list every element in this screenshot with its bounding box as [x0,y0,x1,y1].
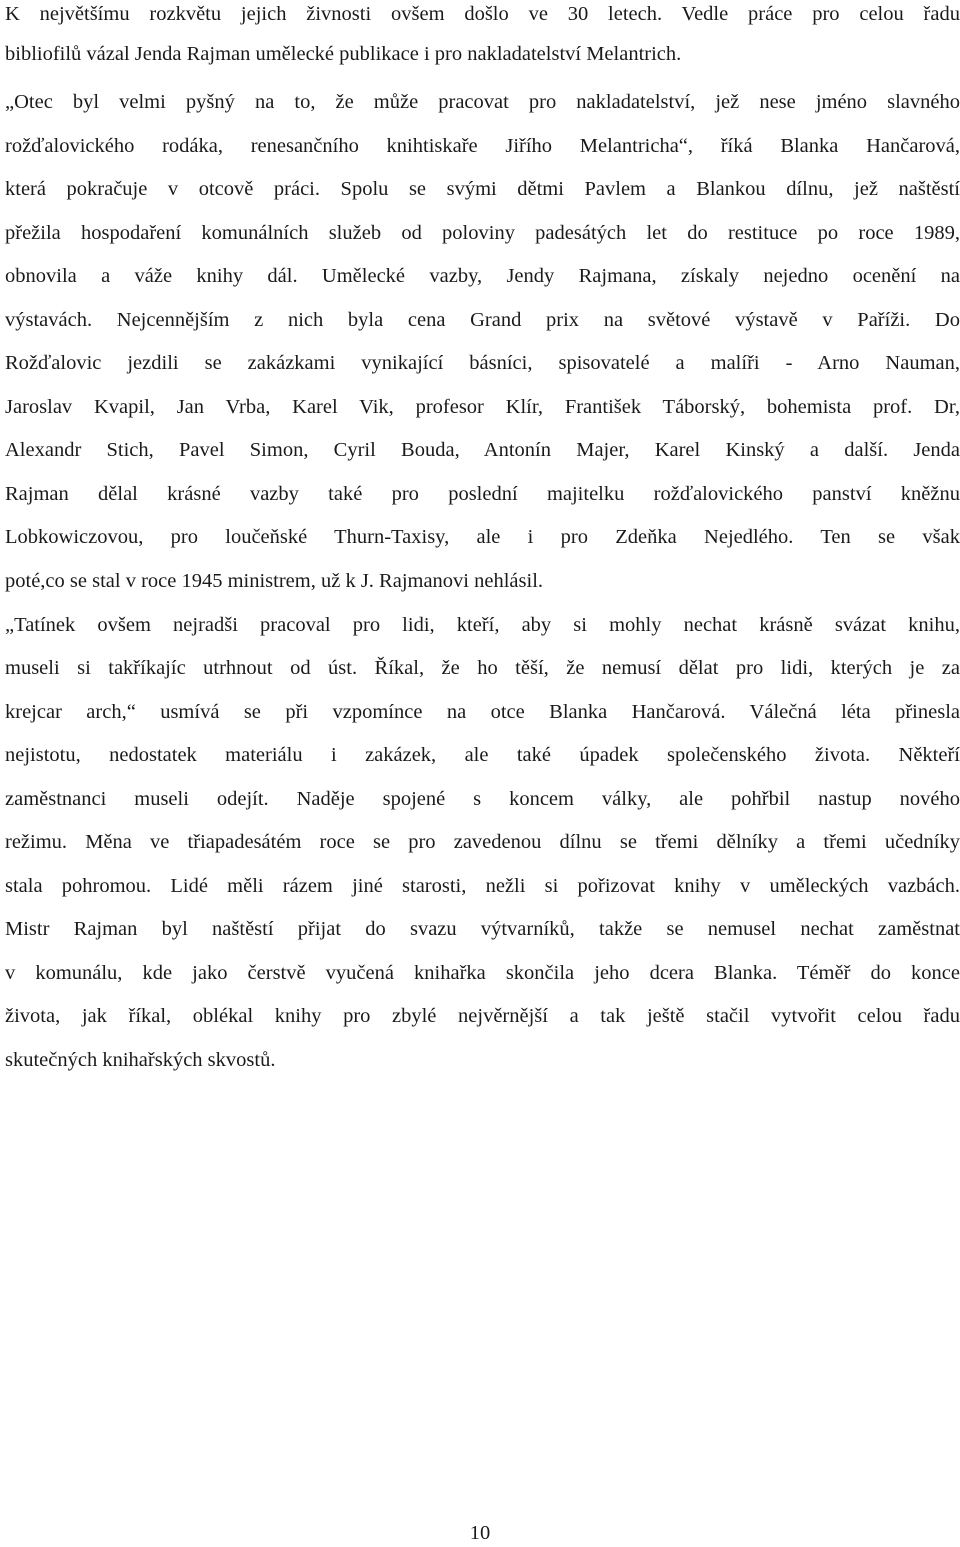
text-line: života, jak říkal, oblékal knihy pro zbylé nejvěrnější a tak ještě stačil vytvořit celou řadu [5,1005,960,1027]
text-line: skutečných knihařských skvostů. [5,1049,276,1071]
text-line: výstavách. Nejcennějším z nich byla cena Grand prix na světové výstavě v Paříži. Do [5,309,960,331]
text-line: „Tatínek ovšem nejradši pracoval pro lidi, kteří, aby si mohly nechat krásně svázat knihu, [5,614,960,636]
text-line: bibliofilů vázal Jenda Rajman umělecké publikace i pro nakladatelství Melantrich. [5,43,682,65]
text-line: Rožďalovic jezdili se zakázkami vynikající básníci, spisovatelé a malíři - Arno Nauman, [5,352,960,374]
text-line: K největšímu rozkvětu jejich živnosti ovšem došlo ve 30 letech. Vedle práce pro celou řadu [5,3,960,25]
text-line: nejistotu, nedostatek materiálu i zakázek, ale také úpadek společenského života. Někteří [5,744,960,766]
text-line: museli si takříkajíc utrhnout od úst. Říkal, že ho těší, že nemusí dělat pro lidi, kterých je za [5,657,960,679]
text-line: krejcar arch,“ usmívá se při vzpomínce na otce Blanka Hančarová. Válečná léta přinesla [5,701,960,723]
text-line: Rajman dělal krásné vazby také pro poslední majitelku rožďalovického panství kněžnu [5,483,960,505]
text-line: Mistr Rajman byl naštěstí přijat do svazu výtvarníků, takže se nemusel nechat zaměstnat [5,918,960,940]
text-line: Lobkowiczovou, pro loučeňské Thurn-Taxisy, ale i pro Zdeňka Nejedlého. Ten se však [5,526,960,548]
text-line: zaměstnanci museli odejít. Naděje spojené s koncem války, ale pohřbil nastup nového [5,788,960,810]
text-line: „Otec byl velmi pyšný na to, že může pracovat pro nakladatelství, jež nese jméno slavného [5,91,960,113]
text-line: obnovila a váže knihy dál. Umělecké vazby, Jendy Rajmana, získaly nejedno ocenění na [5,265,960,287]
text-line: přežila hospodaření komunálních služeb od poloviny padesátých let do restituce po roce 1989, [5,222,960,244]
text-line: Alexandr Stich, Pavel Simon, Cyril Bouda, Antonín Majer, Karel Kinský a další. Jenda [5,439,960,461]
text-line: v komunálu, kde jako čerstvě vyučená knihařka skončila jeho dcera Blanka. Téměř do konce [5,962,960,984]
text-line: režimu. Měna ve třiapadesátém roce se pro zavedenou dílnu se třemi dělníky a třemi učedníky [5,831,960,853]
text-line: která pokračuje v otcově práci. Spolu se svými dětmi Pavlem a Blankou dílnu, jež naštěstí [5,178,960,200]
text-line: rožďalovického rodáka, renesančního knihtiskaře Jiřího Melantricha“, říká Blanka Hančarová, [5,135,960,157]
text-line: stala pohromou. Lidé měli rázem jiné starosti, nežli si pořizovat knihy v uměleckých vazbách. [5,875,960,897]
text-line: poté,co se stal v roce 1945 ministrem, už k J. Rajmanovi nehlásil. [5,570,544,592]
page-number: 10 [469,1522,491,1544]
text-line: Jaroslav Kvapil, Jan Vrba, Karel Vik, profesor Klír, František Táborský, bohemista prof. Dr, [5,396,960,418]
